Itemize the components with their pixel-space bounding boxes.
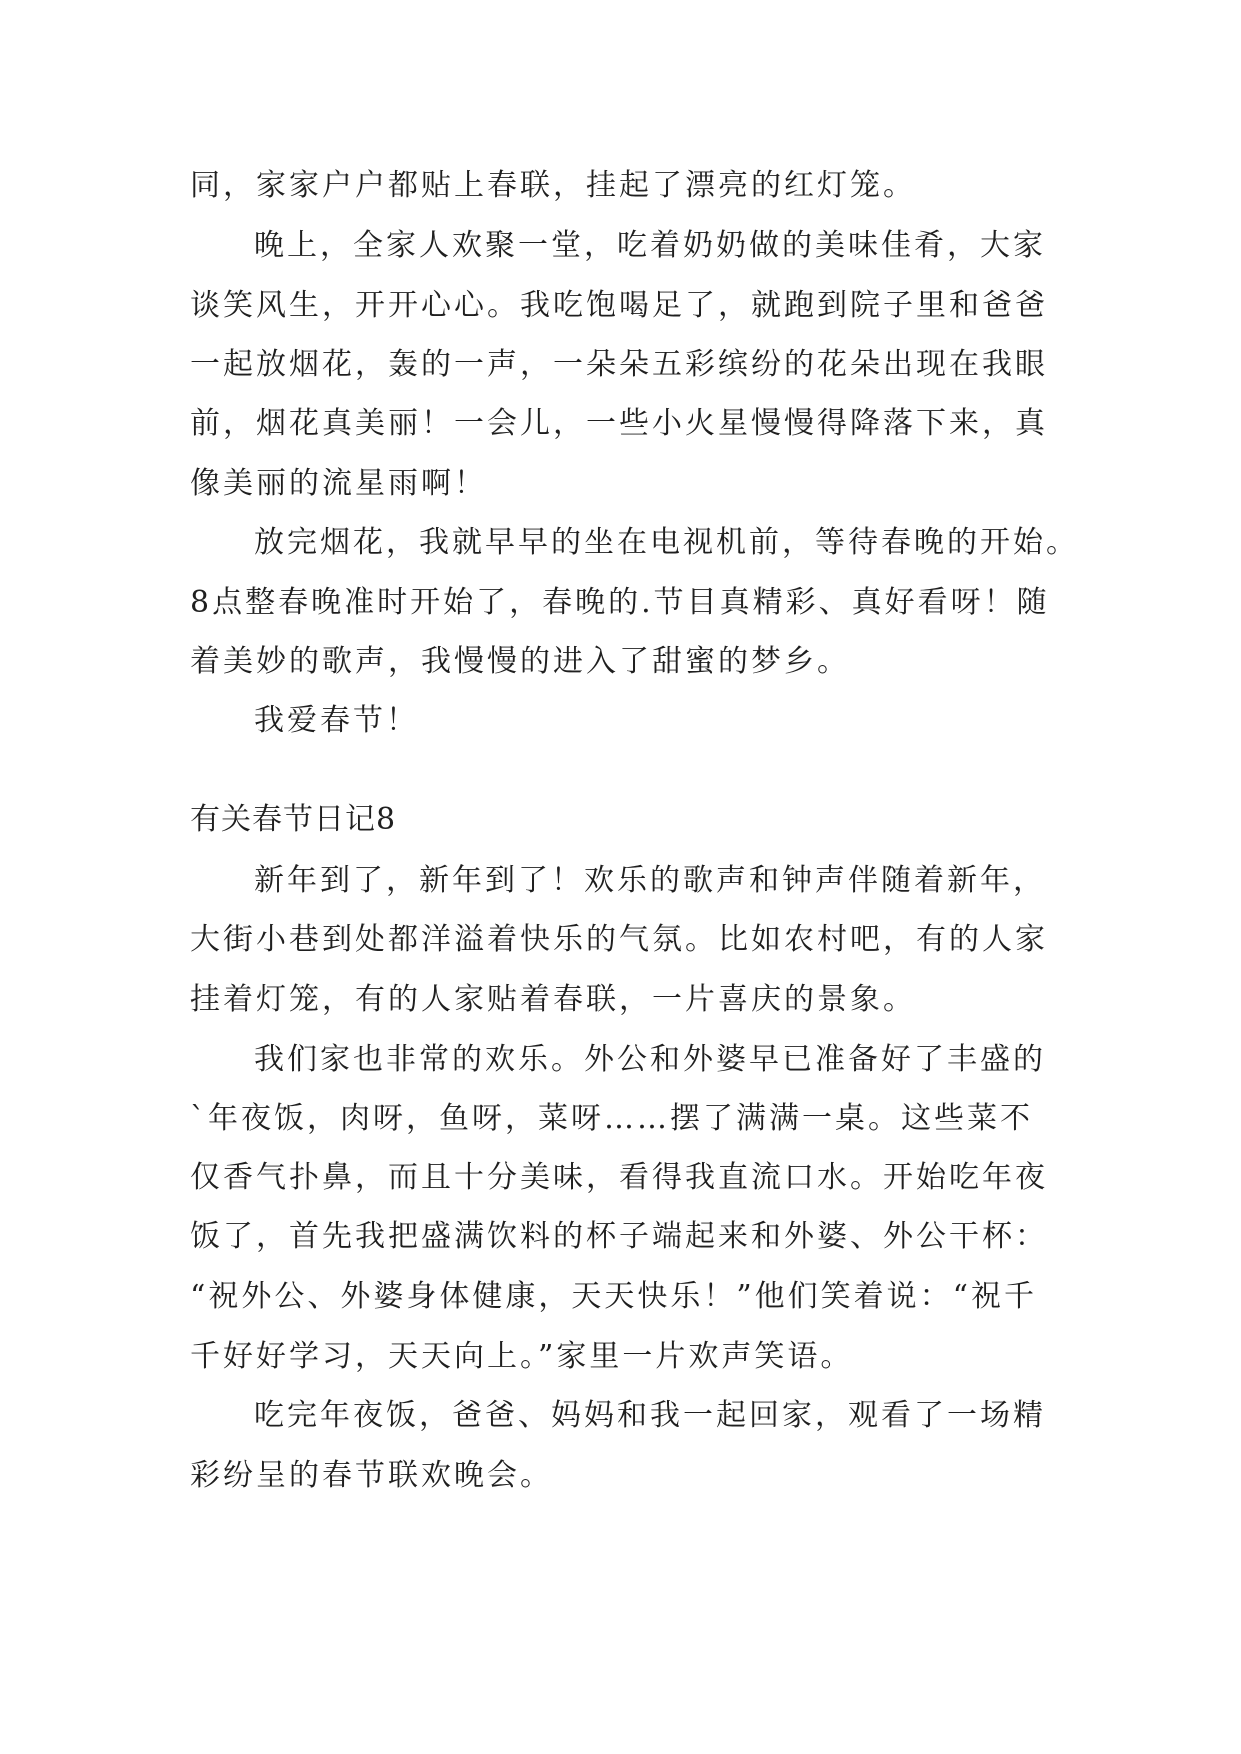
paragraph-line: 饭了，首先我把盛满饮料的杯子端起来和外婆、外公干杯： [190, 1219, 1048, 1254]
paragraph-line: 前，烟花真美丽！一会儿，一些小火星慢慢得降落下来，真 [190, 406, 1048, 441]
paragraph-line: 像美丽的流星雨啊！ [190, 466, 487, 501]
paragraph-line: 着美妙的歌声，我慢慢的进入了甜蜜的梦乡。 [190, 644, 850, 679]
paragraph-line: 大街小巷到处都洋溢着快乐的气氛。比如农村吧，有的人家 [190, 922, 1048, 957]
paragraph-line: 一起放烟花，轰的一声，一朵朵五彩缤纷的花朵出现在我眼 [190, 347, 1048, 382]
paragraph-line: 放完烟花，我就早早的坐在电视机前，等待春晚的开始。 [254, 525, 1079, 560]
paragraph-line: 同，家家户户都贴上春联，挂起了漂亮的红灯笼。 [190, 168, 916, 203]
paragraph-line: 新年到了，新年到了！欢乐的歌声和钟声伴随着新年， [254, 863, 1046, 898]
paragraph-line: 吃完年夜饭，爸爸、妈妈和我一起回家，观看了一场精 [254, 1398, 1046, 1433]
paragraph-line: 挂着灯笼，有的人家贴着春联，一片喜庆的景象。 [190, 982, 916, 1017]
paragraph-line: 8点整春晚准时开始了，春晚的.节目真精彩、真好看呀！随 [190, 585, 1050, 620]
section-title: 有关春节日记8 [190, 802, 397, 837]
paragraph-line: 谈笑风生，开开心心。我吃饱喝足了，就跑到院子里和爸爸 [190, 288, 1048, 323]
paragraph-line: 彩纷呈的春节联欢晚会。 [190, 1458, 553, 1493]
paragraph-line: 晚上，全家人欢聚一堂，吃着奶奶做的美味佳肴，大家 [254, 228, 1046, 263]
paragraph-line: 我们家也非常的欢乐。外公和外婆早已准备好了丰盛的 [254, 1042, 1046, 1077]
paragraph-line: 千好好学习，天天向上。”家里一片欢声笑语。 [190, 1339, 854, 1374]
paragraph-line: “祝外公、外婆身体健康，天天快乐！”他们笑着说：“祝千 [190, 1279, 1038, 1314]
paragraph-line: 仅香气扑鼻，而且十分美味，看得我直流口水。开始吃年夜 [190, 1160, 1048, 1195]
paragraph-line: 我爱春节！ [254, 703, 419, 738]
paragraph-line: `年夜饭，肉呀，鱼呀，菜呀……摆了满满一桌。这些菜不 [190, 1101, 1033, 1136]
